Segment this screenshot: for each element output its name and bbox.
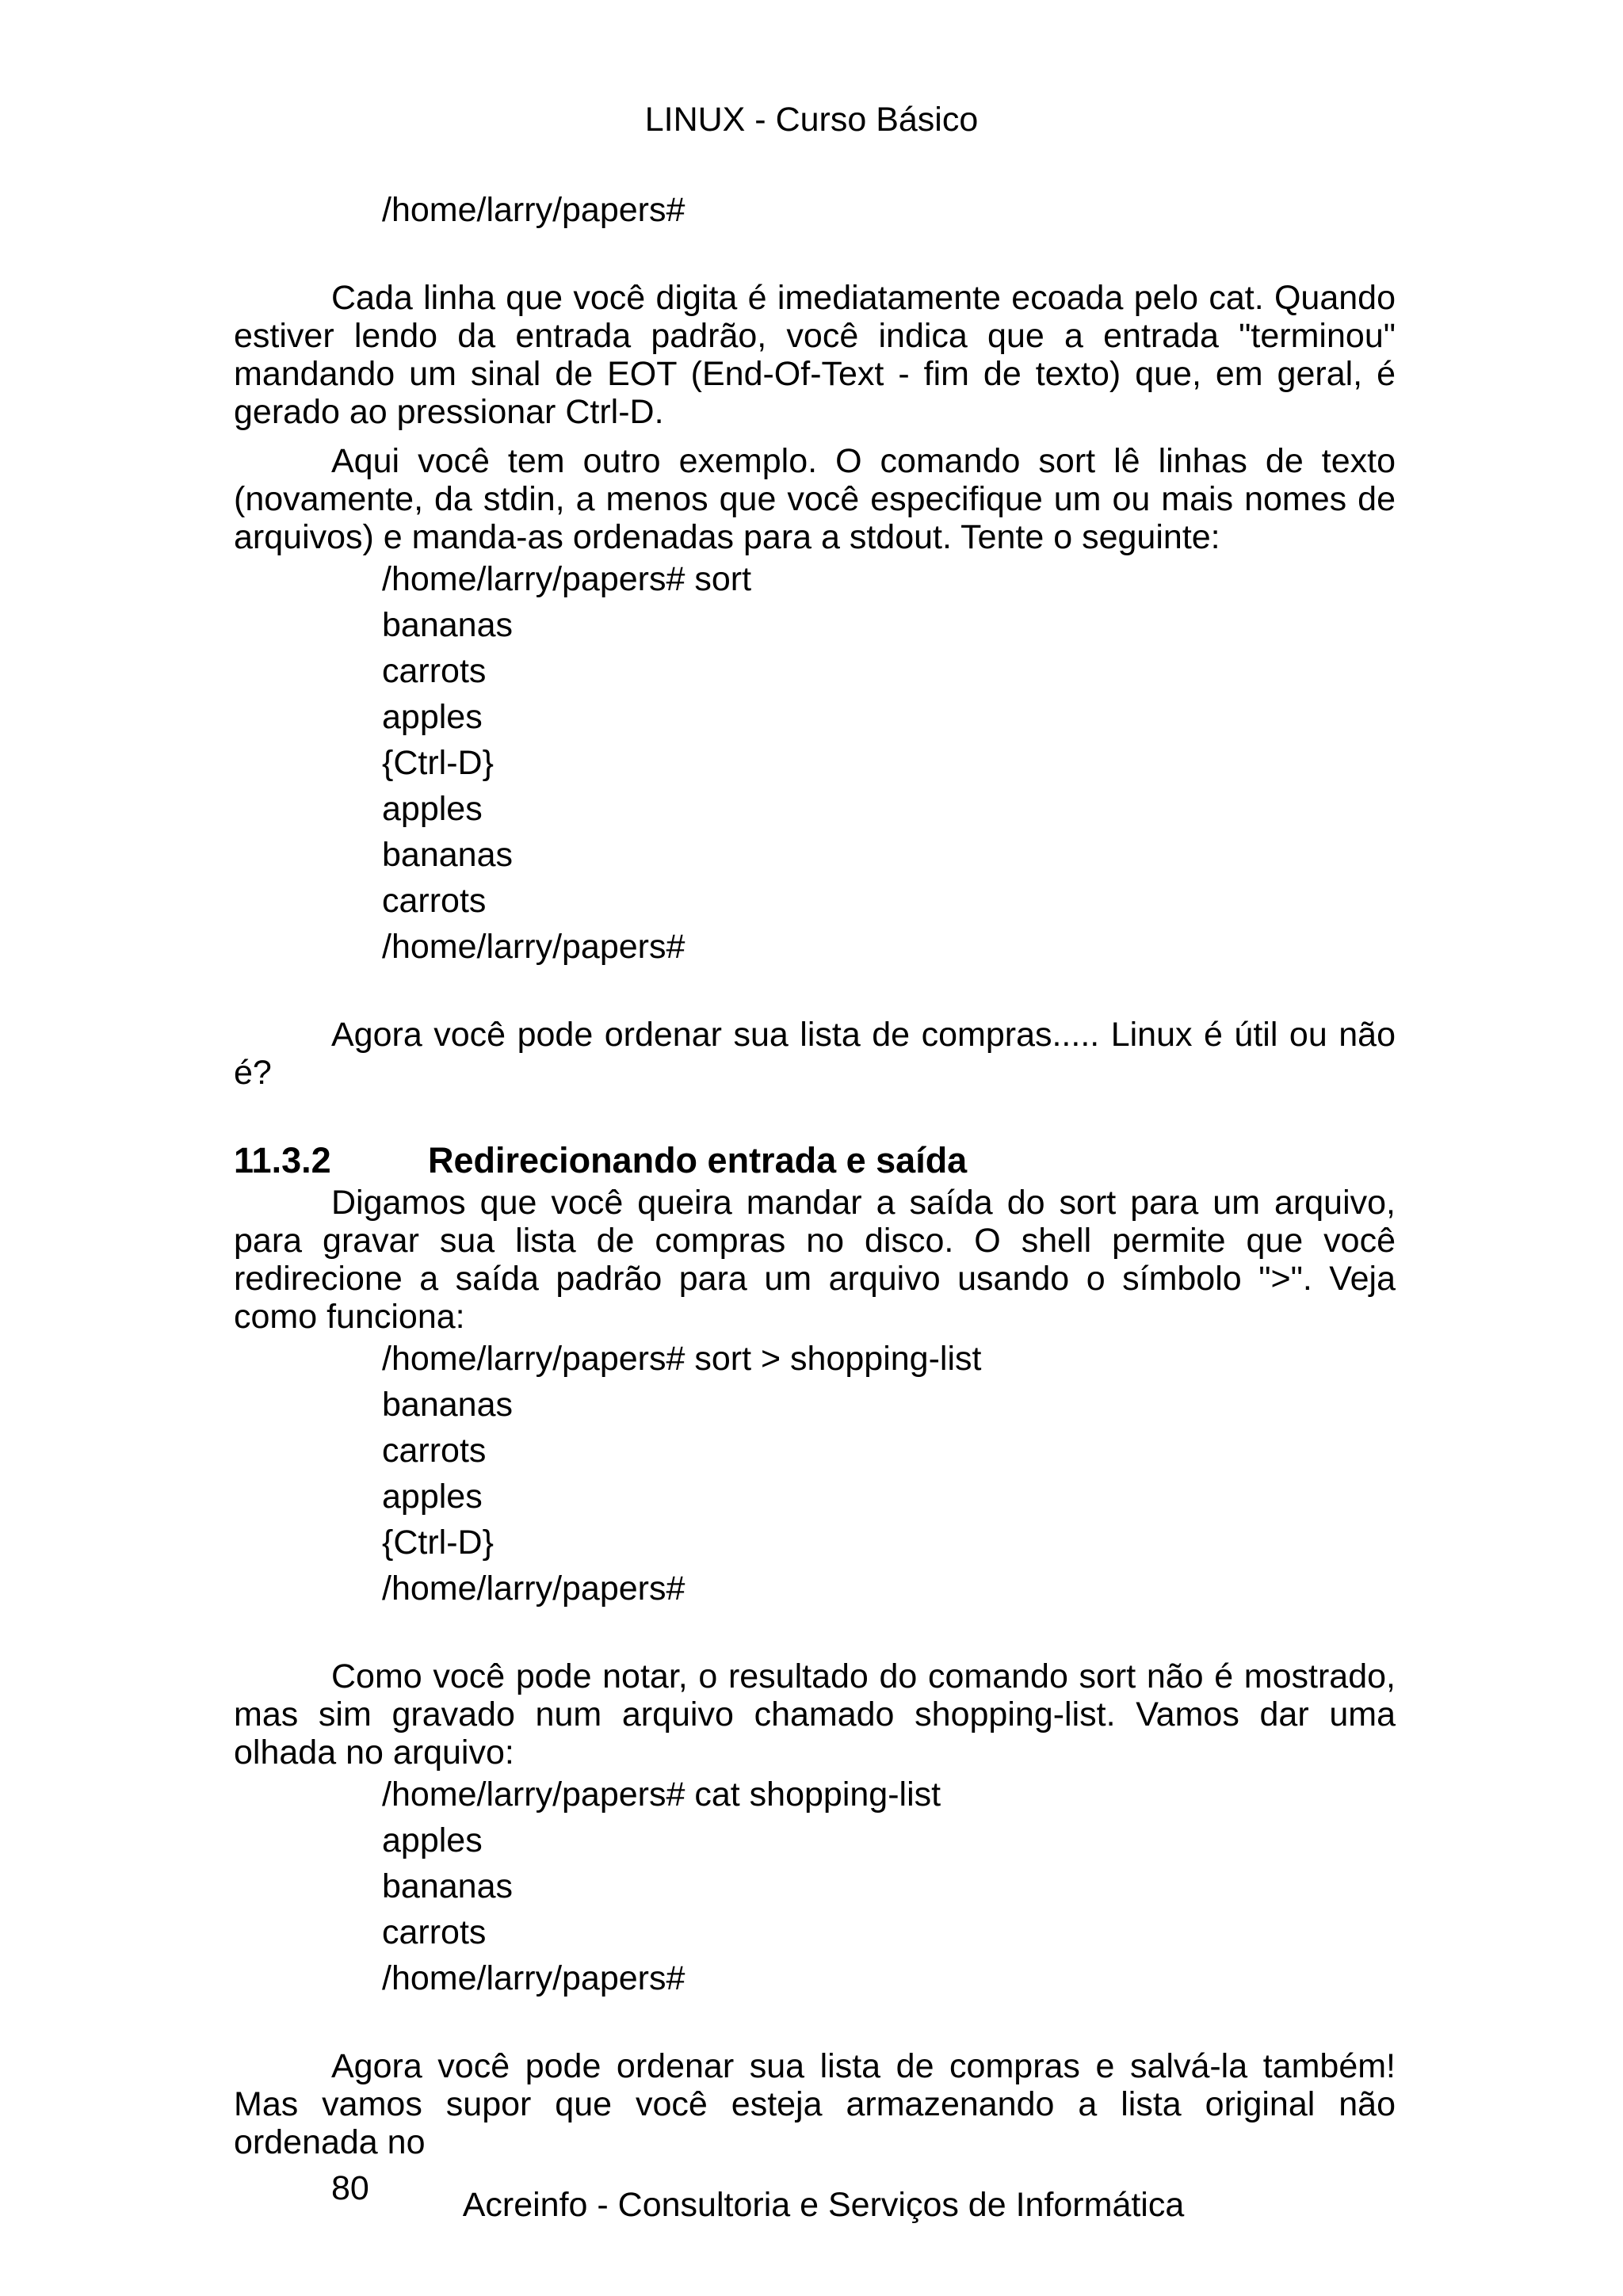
- code-line: /home/larry/papers#: [382, 1569, 685, 1608]
- code-block-cat: [234, 1772, 1396, 2001]
- code-line: carrots: [382, 1432, 487, 1470]
- code-line: carrots: [382, 1913, 487, 1951]
- code-line: carrots: [382, 652, 487, 690]
- running-header: LINUX - Curso Básico: [644, 101, 979, 139]
- code-line: /home/larry/papers# sort: [382, 560, 752, 598]
- code-line: apples: [382, 1821, 483, 1859]
- paragraph-cat-echo: Cada linha que você digita é imediatamente ecoada pelo cat. Quando estiver lendo da entrada padrão, você indica que a entrada "terminou" mandando um sinal de EOT (End-Of-Text - fim de texto) que, em geral, é gerado ao pressionar Ctrl-D.: [234, 279, 1396, 431]
- paragraph-sort-intro: Aqui você tem outro exemplo. O comando sort lê linhas de texto (novamente, da stdin, a menos que você especifique um ou mais nomes de arquivos) e manda-as ordenadas para a stdout. Tente o seguinte:: [234, 442, 1396, 556]
- page-content: [234, 187, 1396, 2161]
- code-line: {Ctrl-D}: [382, 744, 494, 782]
- code-line: /home/larry/papers#: [382, 1959, 685, 1997]
- code-line: bananas: [382, 836, 513, 874]
- paragraph-result-note: Como você pode notar, o resultado do comando sort não é mostrado, mas sim gravado num arquivo chamado shopping-list. Vamos dar uma olhada no arquivo:: [234, 1657, 1396, 1772]
- code-block-sort: [234, 556, 1396, 970]
- paragraph-shopping-list: Agora você pode ordenar sua lista de compras..... Linux é útil ou não é?: [234, 1016, 1396, 1092]
- code-line: apples: [382, 790, 483, 828]
- code-line: /home/larry/papers#: [382, 928, 685, 966]
- section-number: 11.3.2: [234, 1140, 331, 1180]
- paragraph-redirect-intro: Digamos que você queira mandar a saída do sort para um arquivo, para gravar sua lista de compras no disco. O shell permite que você redirecione a saída padrão para um arquivo usando o símbolo ">". Veja como funciona:: [234, 1184, 1396, 1336]
- code-block-redirect: [234, 1336, 1396, 1611]
- code-line: /home/larry/papers# cat shopping-list: [382, 1775, 941, 1814]
- code-line: /home/larry/papers# sort > shopping-list: [382, 1340, 982, 1378]
- footer-text: Acreinfo - Consultoria e Serviços de Informática: [462, 2186, 1185, 2224]
- section-heading: [234, 1138, 1396, 1184]
- code-line: /home/larry/papers#: [382, 191, 685, 229]
- code-block-prompt: [234, 187, 1396, 233]
- code-line: {Ctrl-D}: [382, 1524, 494, 1562]
- code-line: carrots: [382, 882, 487, 920]
- page-number: 80: [331, 2169, 369, 2207]
- paragraph-save-list: Agora você pode ordenar sua lista de compras e salvá-la também! Mas vamos supor que você esteja armazenando a lista original não ordenada no: [234, 2047, 1396, 2161]
- code-line: bananas: [382, 1386, 513, 1424]
- code-line: bananas: [382, 1867, 513, 1905]
- code-line: apples: [382, 698, 483, 736]
- code-line: apples: [382, 1478, 483, 1516]
- code-line: bananas: [382, 606, 513, 644]
- section-title: Redirecionando entrada e saída: [428, 1140, 968, 1180]
